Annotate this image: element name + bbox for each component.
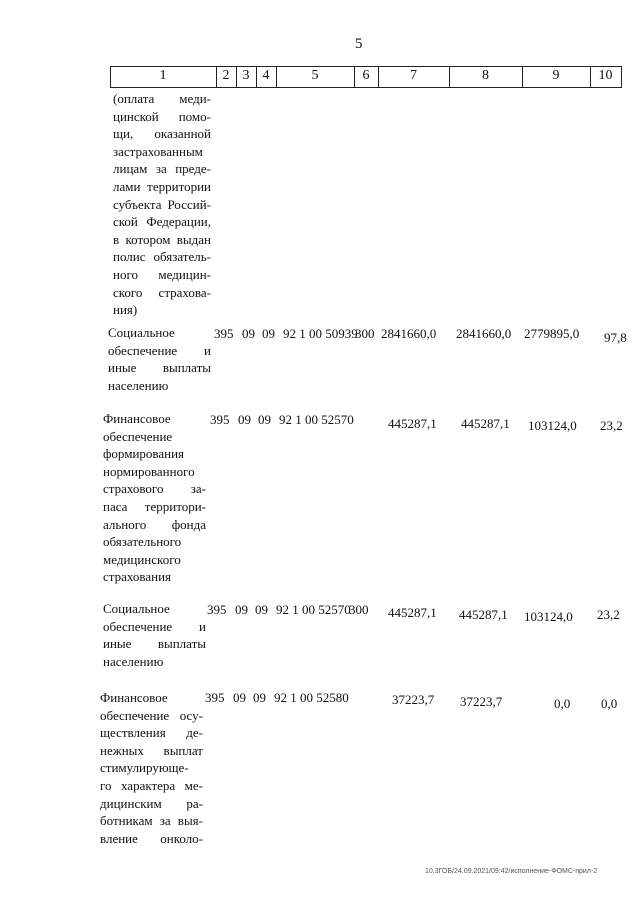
header-col-1: 1 xyxy=(159,68,167,83)
cell-subsection: 09 xyxy=(253,690,266,705)
cell-ministry: 395 xyxy=(205,690,225,705)
footer-filename: 10.3ГОБ/24.09.2021/09:42/исполнение-ФОМС-прил-2 xyxy=(425,868,598,875)
cell-subsection: 09 xyxy=(262,326,275,341)
cell-section: 09 xyxy=(242,326,255,341)
cell-target-article: 92 1 00 50939 xyxy=(283,326,358,341)
cell-col10: 23,2 xyxy=(600,418,623,433)
header-col-5: 5 xyxy=(311,68,319,83)
page-number: 5 xyxy=(355,36,363,52)
row-description: (оплата меди- цинской помо- щи, оказанной застрахованным лицам за преде- лами территории субъекта Россий- ской Федерации, в котором выдан полис обязатель- ного медицин- ского страхова- ния) xyxy=(113,91,211,318)
cell-col9: 103124,0 xyxy=(528,418,577,433)
cell-col8: 2841660,0 xyxy=(456,326,512,341)
header-col-7: 7 xyxy=(410,68,417,83)
table-header xyxy=(110,66,622,88)
cell-col10: 23,2 xyxy=(597,607,620,622)
cell-target-article: 92 1 00 52580 xyxy=(274,690,349,705)
cell-col7: 37223,7 xyxy=(392,692,435,707)
cell-col9: 2779895,0 xyxy=(524,326,580,341)
cell-col8: 37223,7 xyxy=(460,694,503,709)
cell-section: 09 xyxy=(238,412,251,427)
cell-subsection: 09 xyxy=(255,602,268,617)
cell-col9: 0,0 xyxy=(554,696,571,711)
cell-col9: 103124,0 xyxy=(524,609,573,624)
row-description: Финансовое обеспечение формирования нормированного страхового за- паса территори- ального фонда обязательного медицинского страхования xyxy=(103,411,206,585)
cell-target-article: 92 1 00 52570 xyxy=(276,602,351,617)
cell-subsection: 09 xyxy=(258,412,271,427)
cell-col7: 2841660,0 xyxy=(381,326,437,341)
cell-col7: 445287,1 xyxy=(388,605,437,620)
cell-expense-type: 300 xyxy=(349,602,369,617)
cell-col10: 0,0 xyxy=(601,696,618,711)
header-col-4: 4 xyxy=(262,68,270,83)
header-col-3: 3 xyxy=(242,68,250,83)
cell-ministry: 395 xyxy=(214,326,234,341)
cell-col7: 445287,1 xyxy=(388,416,437,431)
header-col-9: 9 xyxy=(552,68,560,83)
cell-ministry: 395 xyxy=(210,412,230,427)
row-description: Социальное обеспечение и иные выплаты населению xyxy=(108,325,211,393)
cell-target-article: 92 1 00 52570 xyxy=(279,412,354,427)
row-description: Социальное обеспечение и иные выплаты населению xyxy=(103,601,206,669)
cell-ministry: 395 xyxy=(207,602,227,617)
cell-expense-type: 300 xyxy=(355,326,375,341)
row-description: Финансовое обеспечение осу- ществления де- нежных выплат стимулирующе- го характера ме- дицинским ра- ботникам за выя- вление онколо- xyxy=(100,690,203,846)
header-col-10: 10 xyxy=(598,68,613,83)
cell-col10: 97,8 xyxy=(604,330,627,345)
cell-col8: 445287,1 xyxy=(461,416,510,431)
cell-section: 09 xyxy=(235,602,248,617)
header-col-2: 2 xyxy=(222,68,230,83)
cell-col8: 445287,1 xyxy=(459,607,508,622)
header-col-6: 6 xyxy=(362,68,370,83)
cell-section: 09 xyxy=(233,690,246,705)
header-col-8: 8 xyxy=(482,68,489,83)
